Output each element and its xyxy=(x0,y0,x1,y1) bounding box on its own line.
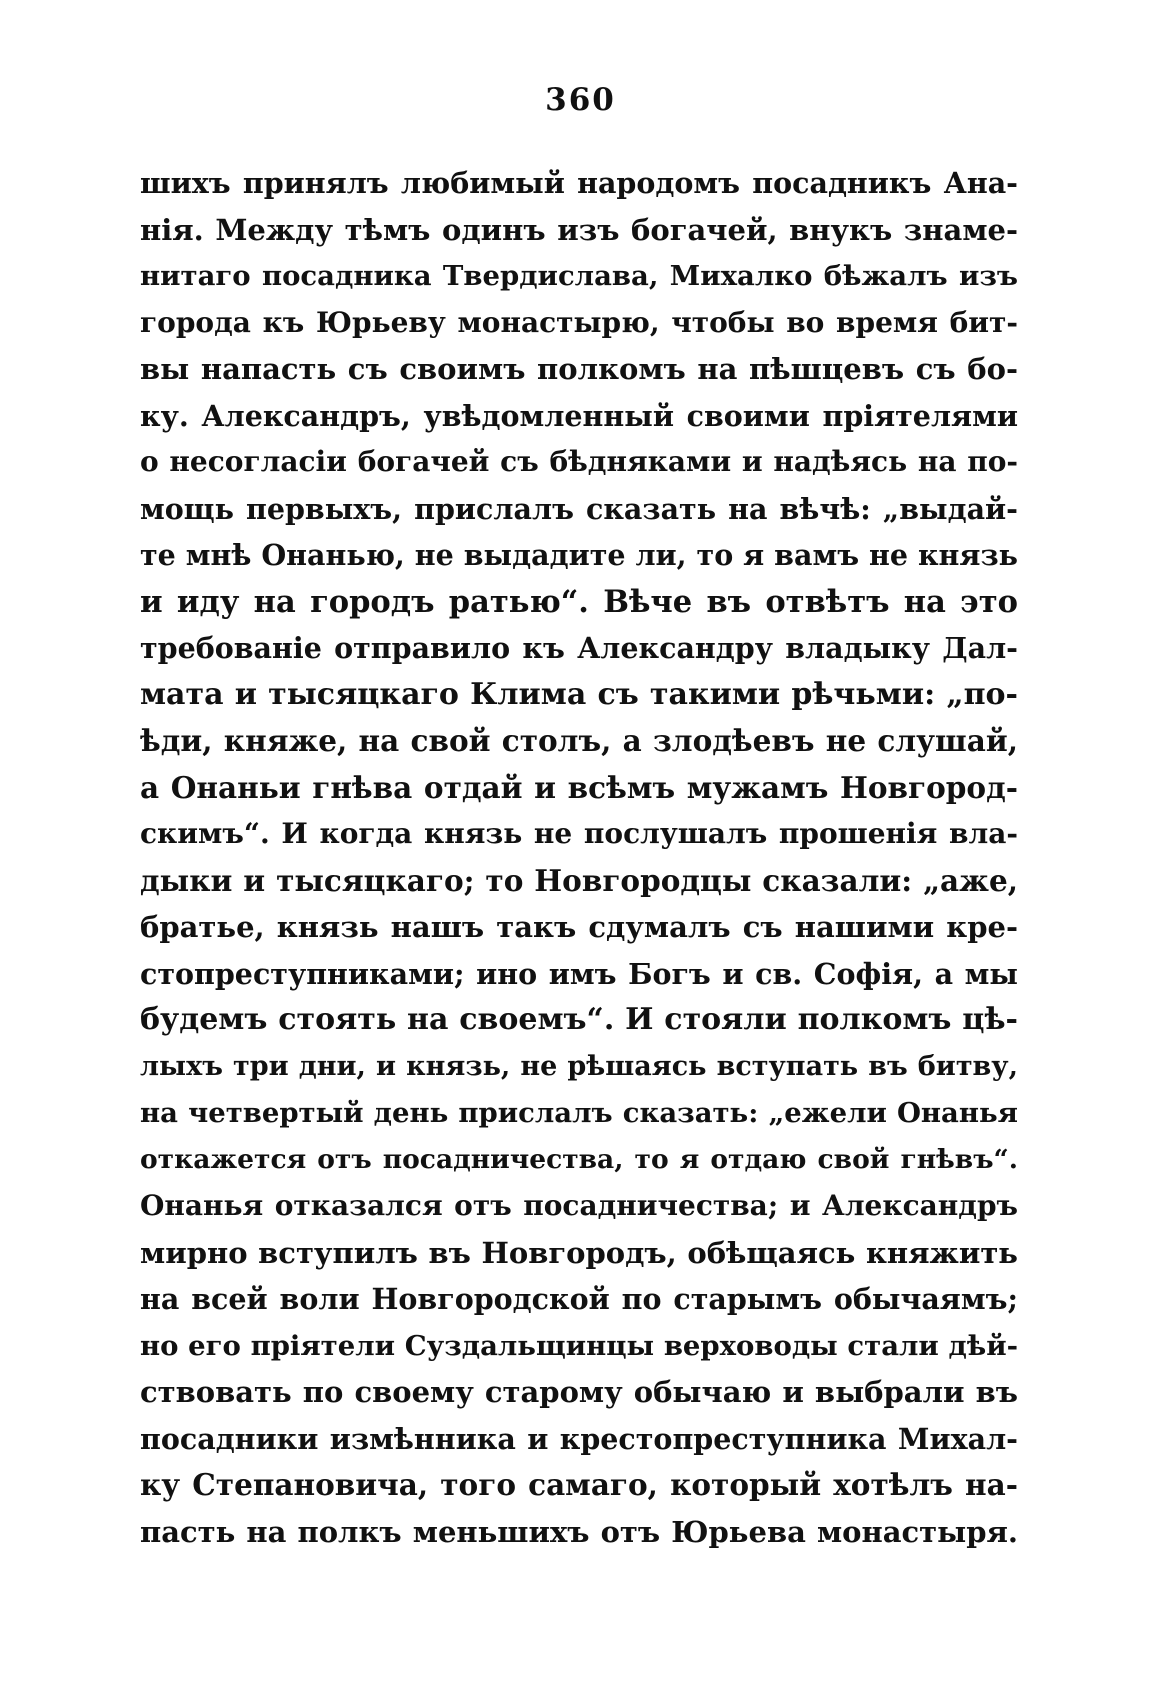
text-line: нитаго посадника Твердислава, Михалко бѣжалъ изъ xyxy=(140,260,1018,292)
text-line: на четвертый день прислалъ сказать: „ежели Онанья xyxy=(140,1097,1018,1129)
text-line: о несогласіи богачей съ бѣдняками и надѣясь на по- xyxy=(140,445,1018,478)
text-line: но его пріятели Суздальщинцы верховоды стали дѣй- xyxy=(140,1329,1018,1362)
page-number: 360 xyxy=(545,82,616,118)
text-line: ку Степановича, того самаго, который хотѣлъ на- xyxy=(140,1467,1018,1502)
text-line: посадники измѣнника и крестопреступника Михал- xyxy=(140,1421,1018,1456)
text-line: дыки и тысяцкаго; то Новгородцы сказали: „аже, xyxy=(140,862,1018,898)
text-line: требованіе отправило къ Александру владыку Дал- xyxy=(140,631,1018,665)
text-line: братье, князь нашъ такъ сдумалъ съ нашими кре- xyxy=(140,910,1018,944)
text-line: шихъ принялъ любимый народомъ посадникъ Ана- xyxy=(140,166,1018,200)
text-line: ку. Александръ, увѣдомленный своими пріятелями xyxy=(140,398,1018,433)
text-line: стопреступниками; ино имъ Богъ и св. Софія, а мы xyxy=(140,956,1018,991)
text-line: мата и тысяцкаго Клима съ такими рѣчьми: „по- xyxy=(140,676,1018,712)
text-line: мощь первыхъ, прислалъ сказать на вѣчѣ: „выдай- xyxy=(140,491,1018,526)
text-line: на всей воли Новгородской по старымъ обычаямъ; xyxy=(140,1282,1018,1316)
text-line: скимъ“. И когда князь не послушалъ прошенія вла- xyxy=(140,817,1018,850)
text-line: города къ Юрьеву монастырю, чтобы во время бит- xyxy=(140,305,1018,339)
text-line: Онанья отказался отъ посадничества; и Александръ xyxy=(140,1189,1018,1222)
body-text xyxy=(140,160,1018,1555)
text-line: будемъ стоять на своемъ“. И стояли полкомъ цѣ- xyxy=(140,1002,1018,1037)
text-line: нія. Между тѣмъ одинъ изъ богачей, внукъ знаме- xyxy=(140,212,1018,247)
text-line: откажется отъ посадничества, то я отдаю свой гнѣвъ“. xyxy=(140,1143,1018,1175)
text-line: пасть на полкъ меньшихъ отъ Юрьева монастыря. xyxy=(140,1514,1018,1549)
text-line: лыхъ три дни, и князь, не рѣшаясь вступать въ битву, xyxy=(140,1050,1018,1082)
text-line: и иду на городъ ратью“. Вѣче въ отвѣтъ на это xyxy=(140,583,1018,620)
text-line: те мнѣ Онанью, не выдадите ли, то я вамъ не князь xyxy=(140,538,1018,572)
text-line: ствовать по своему старому обычаю и выбрали въ xyxy=(140,1375,1018,1409)
text-line: ѣди, княже, на свой столъ, а злодѣевъ не слушай, xyxy=(140,723,1018,758)
text-line: а Онаньи гнѣва отдай и всѣмъ мужамъ Новгород- xyxy=(140,769,1018,805)
text-line: мирно вступилъ въ Новгородъ, обѣщаясь княжить xyxy=(140,1235,1018,1270)
text-line: вы напасть съ своимъ полкомъ на пѣшцевъ съ бо- xyxy=(140,352,1018,386)
